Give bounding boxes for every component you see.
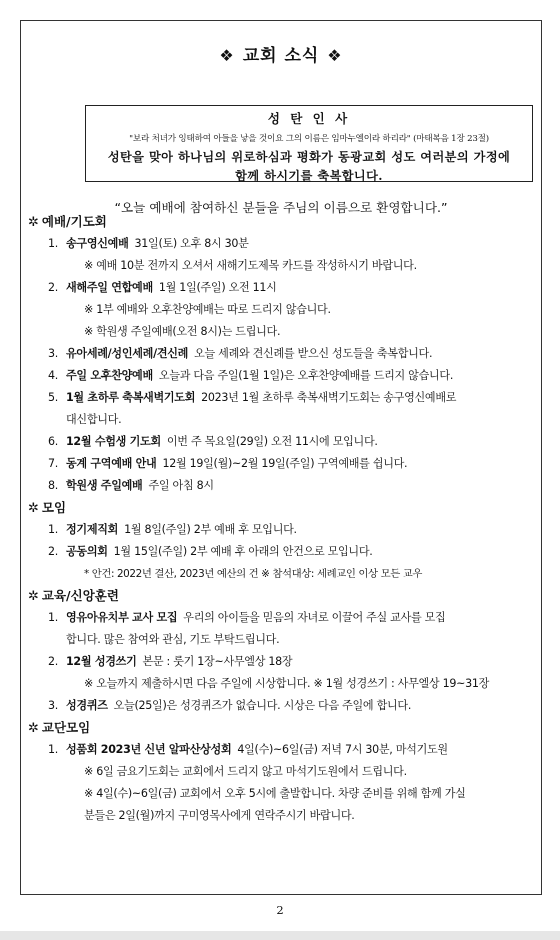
title-text: 교회 소식 [242,46,320,66]
section-heading-worship: ✲ 예배/기도회 [28,214,107,230]
greeting-verse: "보라 처녀가 잉태하여 아들을 낳을 것이요 그의 이름은 임마누엘이라 하리라" (마태복음 1장 23절) [129,134,489,144]
greeting-message-line: 성탄을 맞아 하나님의 위로하심과 평화가 동광교회 성도 여러분의 가정에 [107,150,511,164]
diamond-ornament-icon: ❖ [219,46,235,65]
news-content [28,211,538,827]
note-line: ※ 오늘까지 제출하시면 다음 주일에 시상합니다. ※ 1월 성경쓰기 : 사무엘상 19~31장 [84,677,490,690]
asterisk-icon: ✲ [28,215,39,230]
list-item: 3. 성경퀴즈 오늘(25일)은 성경퀴즈가 없습니다. 시상은 다음 주일에 합니다. [48,699,412,712]
greeting-message-line: 함께 하시기를 축복합니다. [235,169,383,183]
list-item: 6. 12월 수험생 기도회 이번 주 목요일(29일) 오전 11시에 모입니다. [48,435,378,448]
note-line: ※ 4일(수)~6일(금) 교회에서 오후 5시에 출발합니다. 차량 준비를 위해 함께 가실 [84,787,466,800]
note-line: ※ 학원생 주일예배(오전 8시)는 드립니다. [84,325,281,338]
note-line: ※ 예배 10분 전까지 오셔서 새해기도제목 카드를 작성하시기 바랍니다. [84,259,417,272]
list-item: 1. 영유아유치부 교사 모집 우리의 아이들을 믿음의 자녀로 이끌어 주실 교사를 모집 [48,611,446,624]
page-number: 2 [276,903,284,917]
list-item: 8. 학원생 주일예배 주일 아침 8시 [48,479,214,492]
list-item: 1. 송구영신예배 31일(토) 오후 8시 30분 [48,237,249,250]
greeting-message [86,148,532,186]
list-item-continuation: 대신합니다. [66,413,122,426]
list-item: 1. 정기제직회 1월 8일(주일) 2부 예배 후 모입니다. [48,523,297,536]
list-item: 7. 동계 구역예배 안내 12월 19일(월)~2월 19일(주일) 구역예배를 쉽니다. [48,457,408,470]
section-heading-group: ✲ 교단모임 [28,720,91,736]
welcome-text: “오늘 예배에 참여하신 분들을 주님의 이름으로 환영합니다.” [114,200,448,215]
asterisk-icon: ✲ [28,501,39,516]
list-item-continuation: 합니다. 많은 참여와 관심, 기도 부탁드립니다. [66,633,280,646]
note-line: * 안건: 2022년 결산, 2023년 예산의 건 ※ 참석대상: 세례교인 이상 모든 교우 [84,568,423,580]
section-heading-meeting: ✲ 모임 [28,500,67,516]
note-line: ※ 1부 예배와 오후찬양예배는 따로 드리지 않습니다. [84,303,331,316]
list-item: 2. 12월 성경쓰기 본문 : 룻기 1장~사무엘상 18장 [48,655,293,668]
asterisk-icon: ✲ [28,589,39,604]
list-item: 2. 새해주일 연합예배 1월 1일(주일) 오전 11시 [48,281,277,294]
asterisk-icon: ✲ [28,721,39,736]
note-line: ※ 6일 금요기도회는 교회에서 드리지 않고 마석기도원에서 드립니다. [84,765,407,778]
greeting-title: 성 탄 인 사 [267,111,351,126]
list-item: 4. 주일 오후찬양예배 오늘과 다음 주일(1월 1일)은 오후찬양예배를 드리지 않습니다. [48,369,454,382]
note-line: 분들은 2일(월)까지 구미영목사에게 연락주시기 바랍니다. [84,809,355,822]
diamond-ornament-icon: ❖ [327,46,343,65]
list-item: 2. 공동의회 1월 15일(주일) 2부 예배 후 아래의 안건으로 모입니다. [48,545,373,558]
list-item: 3. 유아세례/성인세례/견신례 오늘 세례와 견신례를 받으신 성도들을 축복합니다. [48,347,433,360]
list-item: 5. 1월 초하루 축복새벽기도회 2023년 1월 초하루 축복새벽기도회는 송구영신예배로 [48,391,457,404]
christmas-greeting-box [85,105,533,182]
bottom-divider [0,931,560,940]
page-title [21,41,541,66]
section-heading-education: ✲ 교육/신앙훈련 [28,588,119,604]
list-item: 1. 성품회 2023년 신년 알파산상성회 4일(수)~6일(금) 저녁 7시 30분, 마석기도원 [48,743,448,756]
